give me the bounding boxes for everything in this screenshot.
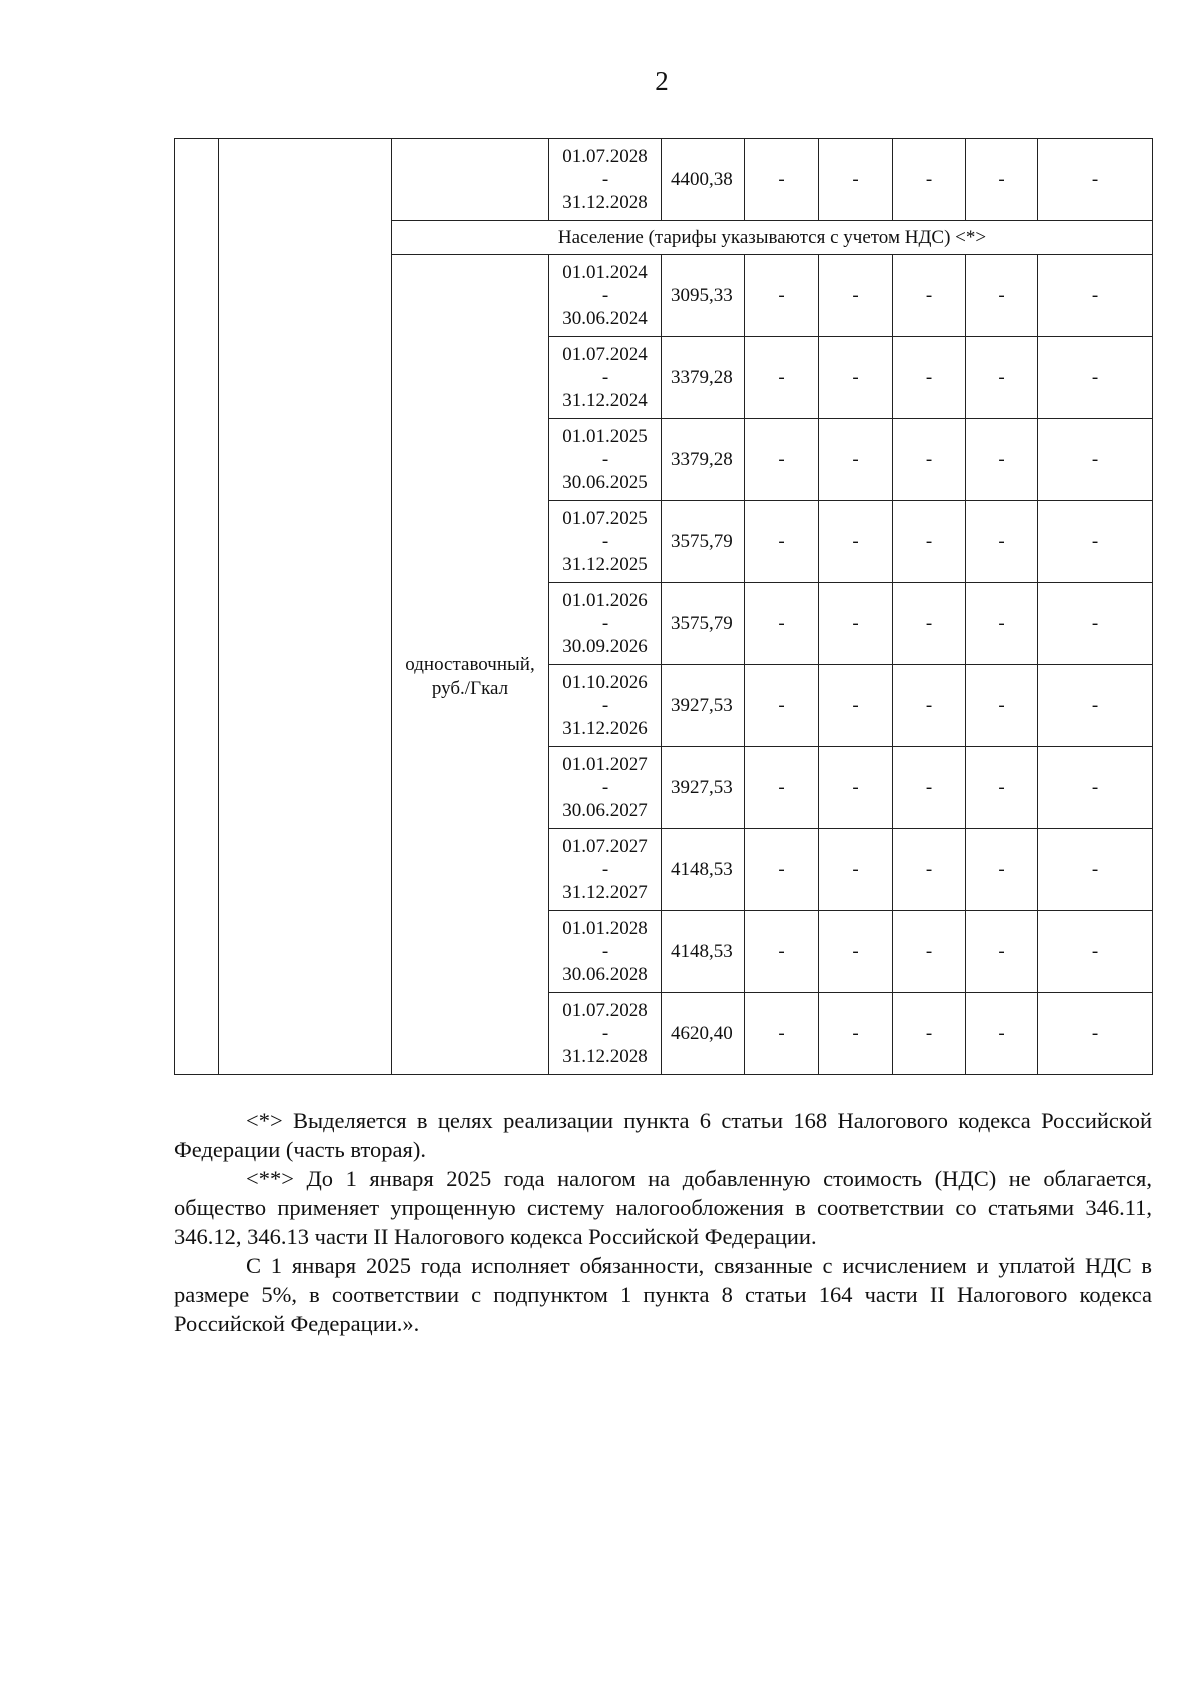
period-start: 01.07.2028 bbox=[562, 145, 648, 167]
period-sep: - bbox=[601, 1022, 609, 1044]
tariff-value: 4620,40 bbox=[662, 993, 745, 1075]
period-sep: - bbox=[601, 940, 609, 962]
empty-value-cell: - bbox=[893, 255, 966, 337]
period-cell bbox=[549, 665, 662, 747]
footnote-vat-from-2025: С 1 января 2025 года исполняет обязанности, связанные с исчислением и уплатой НДС в размере 5%, в соответствии с подпунктом 1 пункта 8 статьи 164 части II Налогового кодекса Российской Федерации.». bbox=[174, 1253, 1152, 1336]
tariff-value: 3927,53 bbox=[662, 665, 745, 747]
period-sep: - bbox=[601, 776, 609, 798]
empty-value-cell: - bbox=[745, 829, 819, 911]
row-number-cell bbox=[175, 139, 219, 1075]
page-number: 2 bbox=[655, 66, 669, 96]
period-sep: - bbox=[601, 168, 609, 190]
tariff-table bbox=[174, 138, 1153, 1075]
period-start: 01.07.2025 bbox=[562, 507, 648, 529]
empty-value-cell: - bbox=[1038, 747, 1153, 829]
period-end: 31.12.2024 bbox=[562, 390, 648, 412]
period-sep: - bbox=[601, 366, 609, 388]
empty-value-cell: - bbox=[819, 255, 893, 337]
empty-value-cell: - bbox=[966, 829, 1038, 911]
empty-value-cell: - bbox=[745, 993, 819, 1075]
empty-value-cell: - bbox=[745, 501, 819, 583]
empty-value-cell: - bbox=[1038, 501, 1153, 583]
empty-value-cell: - bbox=[745, 747, 819, 829]
footnotes bbox=[174, 1106, 1152, 1338]
period-cell bbox=[549, 829, 662, 911]
empty-value-cell: - bbox=[966, 993, 1038, 1075]
empty-value-cell: - bbox=[1038, 911, 1153, 993]
period-start: 01.01.2026 bbox=[562, 589, 648, 611]
empty-value-cell: - bbox=[893, 501, 966, 583]
empty-value-cell: - bbox=[893, 665, 966, 747]
empty-value-cell: - bbox=[893, 747, 966, 829]
empty-value-cell: - bbox=[966, 337, 1038, 419]
empty-value-cell: - bbox=[893, 993, 966, 1075]
empty-value-cell: - bbox=[819, 139, 893, 221]
empty-value-cell: - bbox=[819, 583, 893, 665]
empty-value-cell: - bbox=[745, 665, 819, 747]
period-sep: - bbox=[601, 612, 609, 634]
period-start: 01.01.2025 bbox=[562, 425, 648, 447]
empty-value-cell: - bbox=[745, 139, 819, 221]
period-start: 01.07.2028 bbox=[562, 999, 648, 1021]
table-row bbox=[175, 139, 1153, 221]
empty-value-cell: - bbox=[819, 747, 893, 829]
period-end: 30.06.2025 bbox=[562, 472, 648, 494]
organization-cell bbox=[219, 139, 392, 1075]
period-end: 31.12.2026 bbox=[562, 718, 648, 740]
period-start: 01.07.2024 bbox=[562, 343, 648, 365]
tariff-value: 3379,28 bbox=[662, 337, 745, 419]
empty-value-cell: - bbox=[745, 255, 819, 337]
empty-value-cell: - bbox=[966, 911, 1038, 993]
empty-value-cell: - bbox=[745, 419, 819, 501]
empty-value-cell: - bbox=[819, 665, 893, 747]
period-end: 31.12.2028 bbox=[562, 192, 648, 214]
empty-value-cell: - bbox=[745, 583, 819, 665]
empty-value-cell: - bbox=[893, 911, 966, 993]
period-cell bbox=[549, 911, 662, 993]
empty-value-cell: - bbox=[893, 829, 966, 911]
period-end: 30.09.2026 bbox=[562, 636, 648, 658]
period-cell bbox=[549, 337, 662, 419]
period-end: 31.12.2028 bbox=[562, 1046, 648, 1068]
period-end: 31.12.2027 bbox=[562, 882, 648, 904]
empty-value-cell: - bbox=[819, 911, 893, 993]
footnote-simplified-tax: <**> До 1 января 2025 года налогом на добавленную стоимость (НДС) не облагается, общество применяет упрощенную систему налогообложения в соответствии со статьями 346.11, 346.12, 346.13 части II Налогового кодекса Российской Федерации. bbox=[174, 1166, 1152, 1249]
empty-value-cell: - bbox=[966, 255, 1038, 337]
empty-value-cell: - bbox=[1038, 993, 1153, 1075]
period-cell bbox=[549, 583, 662, 665]
empty-value-cell: - bbox=[1038, 829, 1153, 911]
empty-value-cell: - bbox=[1038, 139, 1153, 221]
period-cell bbox=[549, 419, 662, 501]
footnote-vat-note: <*> Выделяется в целях реализации пункта 6 статьи 168 Налогового кодекса Российской Федерации (часть вторая). bbox=[174, 1108, 1152, 1162]
empty-value-cell: - bbox=[819, 501, 893, 583]
tariff-value: 3379,28 bbox=[662, 419, 745, 501]
period-cell bbox=[549, 747, 662, 829]
period-cell bbox=[549, 139, 662, 221]
period-end: 30.06.2028 bbox=[562, 964, 648, 986]
period-start: 01.07.2027 bbox=[562, 835, 648, 857]
empty-value-cell: - bbox=[966, 419, 1038, 501]
period-cell bbox=[549, 993, 662, 1075]
period-start: 01.10.2026 bbox=[562, 671, 648, 693]
unit-cell-first bbox=[392, 139, 549, 221]
empty-value-cell: - bbox=[1038, 255, 1153, 337]
period-sep: - bbox=[601, 448, 609, 470]
empty-value-cell: - bbox=[893, 139, 966, 221]
empty-value-cell: - bbox=[966, 665, 1038, 747]
empty-value-cell: - bbox=[819, 993, 893, 1075]
empty-value-cell: - bbox=[745, 337, 819, 419]
empty-value-cell: - bbox=[966, 747, 1038, 829]
section-header: Население (тарифы указываются с учетом НДС) <*> bbox=[392, 221, 1153, 255]
period-end: 30.06.2024 bbox=[562, 308, 648, 330]
empty-value-cell: - bbox=[1038, 583, 1153, 665]
unit-label: одноставочный, руб./Гкал bbox=[392, 255, 549, 1075]
period-end: 30.06.2027 bbox=[562, 800, 648, 822]
empty-value-cell: - bbox=[819, 419, 893, 501]
empty-value-cell: - bbox=[966, 583, 1038, 665]
empty-value-cell: - bbox=[893, 419, 966, 501]
empty-value-cell: - bbox=[893, 337, 966, 419]
period-cell bbox=[549, 255, 662, 337]
tariff-value: 4148,53 bbox=[662, 911, 745, 993]
period-start: 01.01.2028 bbox=[562, 917, 648, 939]
empty-value-cell: - bbox=[893, 583, 966, 665]
tariff-value: 3575,79 bbox=[662, 583, 745, 665]
tariff-value: 4400,38 bbox=[662, 139, 745, 221]
period-sep: - bbox=[601, 694, 609, 716]
empty-value-cell: - bbox=[966, 501, 1038, 583]
period-sep: - bbox=[601, 530, 609, 552]
period-sep: - bbox=[601, 284, 609, 306]
empty-value-cell: - bbox=[1038, 337, 1153, 419]
empty-value-cell: - bbox=[819, 829, 893, 911]
empty-value-cell: - bbox=[819, 337, 893, 419]
tariff-value: 4148,53 bbox=[662, 829, 745, 911]
period-sep: - bbox=[601, 858, 609, 880]
period-cell bbox=[549, 501, 662, 583]
period-end: 31.12.2025 bbox=[562, 554, 648, 576]
tariff-value: 3927,53 bbox=[662, 747, 745, 829]
period-start: 01.01.2024 bbox=[562, 261, 648, 283]
empty-value-cell: - bbox=[966, 139, 1038, 221]
tariff-value: 3095,33 bbox=[662, 255, 745, 337]
empty-value-cell: - bbox=[745, 911, 819, 993]
period-start: 01.01.2027 bbox=[562, 753, 648, 775]
empty-value-cell: - bbox=[1038, 665, 1153, 747]
empty-value-cell: - bbox=[1038, 419, 1153, 501]
tariff-value: 3575,79 bbox=[662, 501, 745, 583]
